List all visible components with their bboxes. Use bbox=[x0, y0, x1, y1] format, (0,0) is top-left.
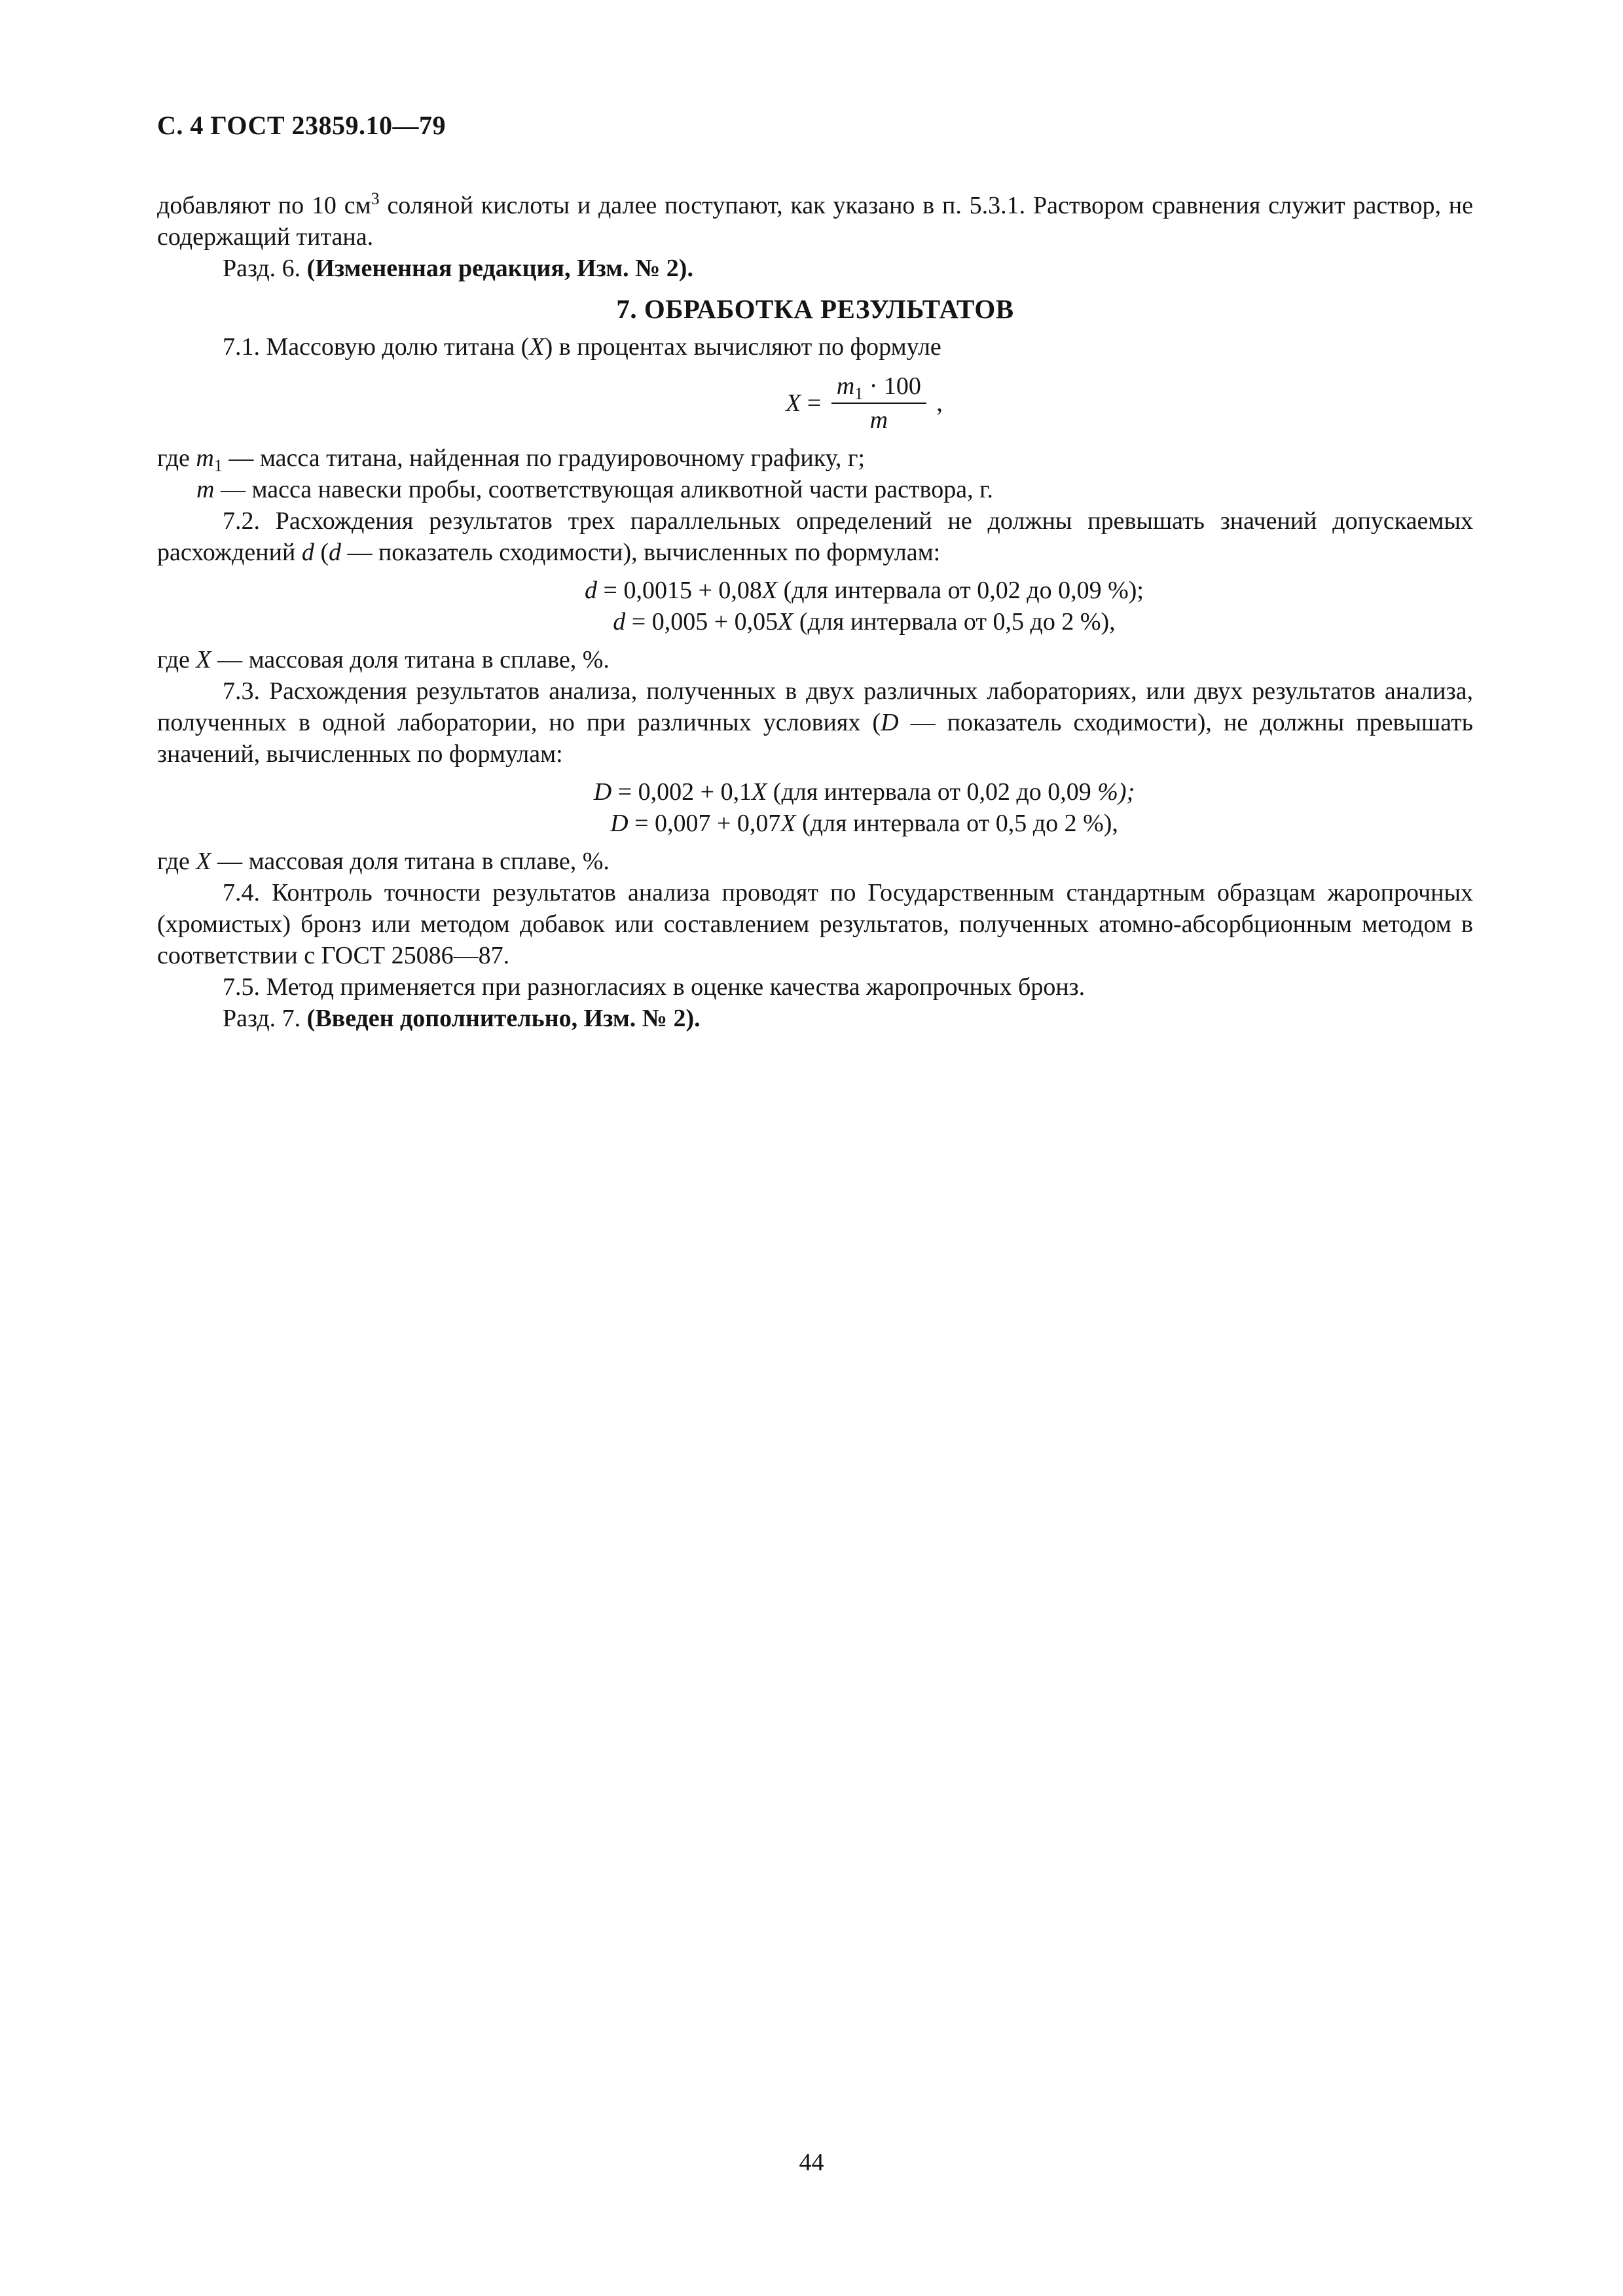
text: ( bbox=[314, 539, 329, 566]
fraction bbox=[831, 370, 926, 437]
amendment-bold: (Измененная редакция, Изм. № 2). bbox=[306, 255, 693, 282]
variable: D bbox=[610, 810, 629, 837]
text: — показатель сходимости), вычисленных по формулам: bbox=[340, 539, 941, 566]
text: %); bbox=[1097, 778, 1135, 806]
text: = 0,0015 + 0,08 bbox=[597, 577, 762, 604]
variable: X bbox=[196, 646, 211, 673]
variable: X bbox=[752, 778, 767, 806]
text: где bbox=[157, 646, 196, 673]
where-line-3 bbox=[157, 644, 1473, 675]
variable: m bbox=[196, 476, 215, 503]
text: · 100 bbox=[863, 372, 921, 400]
where-line-2 bbox=[157, 474, 1473, 505]
subscript: 1 bbox=[854, 384, 864, 403]
page-number: 44 bbox=[799, 2149, 824, 2176]
variable: d bbox=[613, 608, 626, 636]
paragraph-7-1 bbox=[157, 331, 1473, 363]
intro-text-2: соляной кислоты и далее поступают, как указано в п. 5.3.1. Раствором сравнения служит раствор, не содержащий титана. bbox=[157, 192, 1473, 251]
text: (для интервала от 0,5 до 2 %), bbox=[793, 608, 1116, 636]
paragraph-intro bbox=[157, 190, 1473, 253]
text: — показатель сходимости), не должны превышать значений, вычисленных по формулам: bbox=[157, 709, 1473, 768]
paragraph-7-5: 7.5. Метод применяется при разногласиях в оценке качества жаропрочных бронз. bbox=[223, 973, 1085, 1001]
variable: D bbox=[881, 709, 899, 736]
text: (для интервала от 0,5 до 2 %), bbox=[795, 810, 1118, 837]
intro-text-1: добавляют по 10 см bbox=[157, 192, 371, 219]
variable: X bbox=[780, 810, 796, 837]
amendment-prefix: Разд. 7. bbox=[223, 1005, 307, 1032]
variable: m bbox=[196, 444, 214, 472]
variable: d bbox=[328, 539, 341, 566]
variable: d bbox=[301, 539, 314, 566]
formula-d-2 bbox=[157, 606, 1473, 637]
section-heading: 7. ОБРАБОТКА РЕЗУЛЬТАТОВ bbox=[616, 294, 1014, 324]
variable: X bbox=[761, 577, 778, 604]
where-line-1 bbox=[157, 442, 1473, 474]
text: (для интервала от 0,02 до 0,09 %); bbox=[777, 577, 1144, 604]
text: — масса титана, найденная по градуировочному графику, г; bbox=[222, 444, 866, 472]
paragraph-7-4: 7.4. Контроль точности результатов анализа проводят по Государственным стандартным образцам жаропрочных (хромистых) бронз или методом добавок или составлением результатов, полученных атомно-абсорбционным методом в соответствии с ГОСТ 25086—87. bbox=[157, 879, 1473, 969]
variable: d bbox=[585, 577, 598, 604]
variable: m bbox=[836, 372, 855, 400]
formula-mass-fraction bbox=[157, 368, 1473, 439]
fraction-numerator bbox=[831, 370, 926, 404]
text: = 0,005 + 0,05 bbox=[625, 608, 778, 636]
paragraph-7-2 bbox=[157, 505, 1473, 568]
variable: X bbox=[778, 608, 793, 636]
text: = 0,002 + 0,1 bbox=[611, 778, 752, 806]
where-line-4 bbox=[157, 846, 1473, 877]
subscript: 1 bbox=[213, 456, 223, 475]
formula-block-d bbox=[157, 575, 1473, 637]
text: 7.1. Массовую долю титана ( bbox=[223, 333, 530, 361]
text: (для интервала от 0,02 до 0,09 bbox=[767, 778, 1098, 806]
text: — массовая доля титана в сплаве, %. bbox=[211, 646, 610, 673]
formula-d-1 bbox=[157, 575, 1473, 606]
formula-lhs: X bbox=[786, 389, 801, 417]
text: 7.3. Расхождения результатов анализа, полученных в двух различных лабораториях, или двух результатов анализа, полученных в одной лаборатории, но при различных условиях ( bbox=[157, 677, 1473, 736]
text: — масса навески пробы, соответствующая аликвотной части раствора, г. bbox=[214, 476, 993, 503]
text: где bbox=[157, 444, 196, 472]
text: = 0,007 + 0,07 bbox=[628, 810, 781, 837]
text: — массовая доля титана в сплаве, %. bbox=[211, 848, 610, 875]
formula-equals: = bbox=[801, 389, 828, 417]
amendment-prefix: Разд. 6. bbox=[223, 255, 307, 282]
formula-D-2 bbox=[157, 808, 1473, 839]
variable: D bbox=[593, 778, 612, 806]
intro-superscript: 3 bbox=[371, 189, 380, 208]
document-body bbox=[157, 190, 1473, 1034]
paragraph-7-3 bbox=[157, 675, 1473, 770]
page-header: С. 4 ГОСТ 23859.10—79 bbox=[157, 111, 447, 140]
text: ) в процентах вычисляют по формуле bbox=[544, 333, 941, 361]
amendment-bold: (Введен дополнительно, Изм. № 2). bbox=[306, 1005, 701, 1032]
variable: X bbox=[196, 848, 211, 875]
fraction-denominator bbox=[870, 404, 888, 437]
text: где bbox=[157, 848, 196, 875]
formula-D-1 bbox=[157, 776, 1473, 808]
variable: X bbox=[529, 333, 545, 361]
amendment-note-section-7 bbox=[157, 1003, 1473, 1034]
formula-comma: , bbox=[930, 389, 943, 417]
text: 7.2. Расхождения результатов трех параллельных определений не должны превышать значений допускаемых расхождений bbox=[157, 507, 1473, 566]
variable: m bbox=[869, 406, 888, 434]
amendment-note-section-6 bbox=[157, 253, 1473, 284]
formula-block-D bbox=[157, 776, 1473, 839]
